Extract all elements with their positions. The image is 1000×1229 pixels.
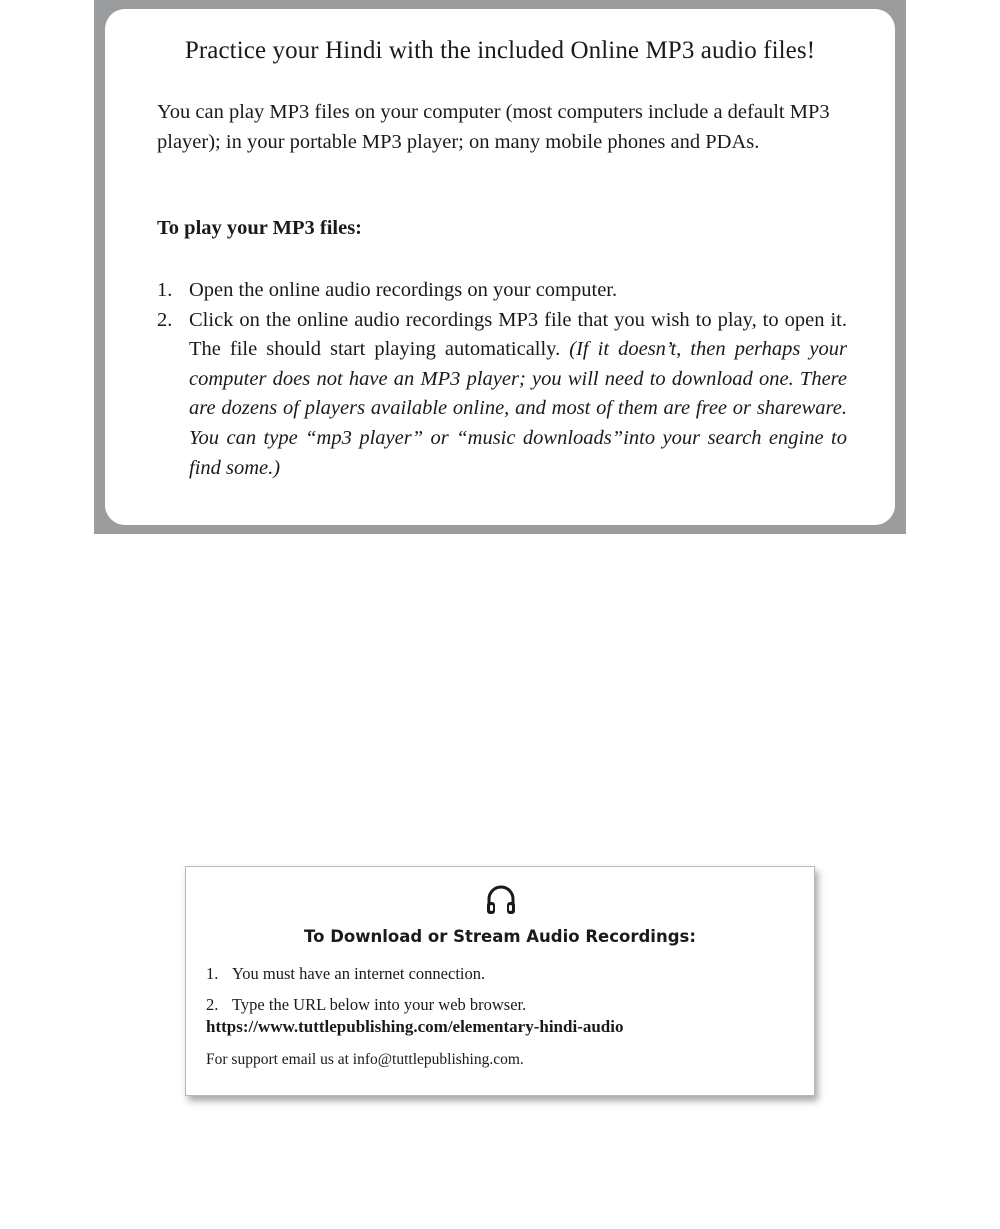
list-item: [206, 989, 796, 1020]
download-steps-list: [206, 958, 796, 1020]
list-item: [157, 306, 847, 484]
step-note: (If it doesn’t, then perhaps your computer does not have an MP3 player; you will need to download one. There are dozens of players available online, and most of them are free or shareware. You can type “mp3 player” or “music downloads”into your search engine to find some.): [189, 338, 847, 479]
step-number: 2.: [206, 995, 219, 1014]
list-item: [157, 276, 847, 306]
step-text: You must have an internet connection.: [232, 964, 486, 983]
headphones-icon: [485, 884, 517, 916]
step-text: Open the online audio recordings on your computer.: [189, 279, 618, 301]
download-title: To Download or Stream Audio Recordings:: [304, 927, 696, 946]
step-text: Type the URL below into your web browser.: [232, 995, 527, 1014]
step-number: 1.: [157, 279, 173, 301]
top-panel-frame: [94, 0, 906, 534]
intro-paragraph: You can play MP3 files on your computer (most computers include a default MP3 player); in your portable MP3 player; on many mobile phones and PDAs.: [157, 101, 830, 153]
audio-url-link[interactable]: https://www.tuttlepublishing.com/elementary-hindi-audio: [206, 1017, 624, 1036]
step-number: 2.: [157, 308, 173, 331]
page-heading: Practice your Hindi with the included Online MP3 audio files!: [184, 37, 816, 64]
play-steps-list: [157, 276, 847, 483]
top-panel-card: [105, 9, 895, 525]
download-info-box: [185, 866, 815, 1096]
instructions-subheading: To play your MP3 files:: [157, 217, 363, 239]
step-text: Click on the online audio recordings MP3 file that you wish to play, to open it. The file should start playing automatically.: [189, 308, 847, 361]
list-item: [206, 958, 796, 989]
step-number: 1.: [206, 964, 219, 983]
support-email-text: For support email us at info@tuttlepublishing.com.: [206, 1051, 524, 1068]
